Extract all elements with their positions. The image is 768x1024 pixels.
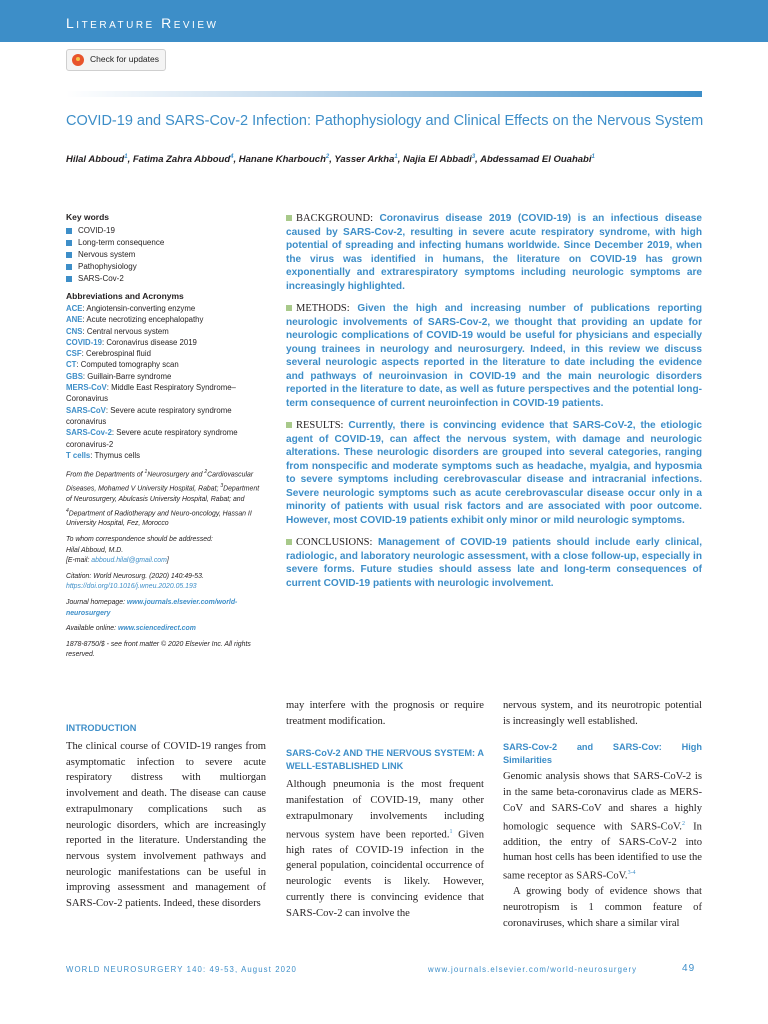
- abstract-conclusions: [286, 536, 702, 590]
- square-bullet-icon: [286, 539, 292, 545]
- sidebar-metadata: [66, 212, 266, 661]
- abbreviation-item: MERS-CoV: Middle East Respiratory Syndrome–Coronavirus: [66, 383, 236, 404]
- square-bullet-icon: [66, 228, 72, 234]
- abbreviation-key: T cells: [66, 450, 91, 460]
- abstract-text: Currently, there is convincing evidence that SARS-CoV-2, the etiologic agent of COVID-19, can affect the nervous system, with damage and neurologic alterations. These neurologic disorders are grouped into several categories, ranging from nonspecific and moderate symptoms such as headache, myalgia, and hyposmia to severe symptoms including cerebrovascular disease and intracranial infections. Severe neurologic symptoms such as acute cerebrovascular disease occur only in a minority of patients with usual risk factors and are associated with poor outcome. However, most COVID-19 patients exhibit only minor or mild neurologic symptoms.: [286, 420, 702, 526]
- abbreviation-value: Angiotensin-converting enzyme: [86, 304, 196, 313]
- abbreviation-item: SARS-CoV: Severe acute respiratory syndrome coronavirus: [66, 405, 232, 426]
- author-name: Fatima Zahra Abboud: [132, 154, 231, 166]
- affiliation-mark: 4: [66, 507, 69, 514]
- introduction-text: The clinical course of COVID-19 ranges from asymptomatic infection to severe acute respiratory distress with multiorgan involvement and death. The disease can cause extrapulmonary complications such as neurologic disorders, which are increasingly reported in the literature. Understanding the nervous system involvement pathways and neurologic manifestations can be useful in improving assessment and management of SARS-Cov-2 patients. Indeed, these disorders: [66, 741, 266, 910]
- abbreviation-key: CNS: [66, 326, 83, 336]
- keyword-item: [66, 261, 266, 273]
- subsection-text-part: Genomic analysis shows that SARS-CoV-2 is in the same beta-coronavirus clade as MERS-CoV and SARS-CoV and shares a highly homologic sequence with SARS-CoV.: [503, 771, 702, 833]
- homepage-note: [66, 598, 266, 619]
- check-for-updates-button[interactable]: [66, 49, 166, 71]
- keywords-heading: Key words: [66, 212, 109, 222]
- continued-text: nervous system, and its neurotropic potential is increasingly well established.: [503, 700, 702, 727]
- abbreviation-value: Central nervous system: [86, 326, 169, 336]
- author-list: Hilal Abboud$^1$, Fatima Zahra Abboud$^4$, Hanane Kharbouch$^2$, Yasser Arkha$^1$, Najia El Abbadi$^3$, Abdessamad El Ouahabi$^1$: [66, 154, 595, 166]
- abbreviation-item: ANE: Acute necrotizing encephalopathy: [66, 315, 204, 325]
- page-number: 49: [682, 963, 696, 974]
- title-rule: [66, 91, 702, 97]
- abbreviation-value: Guillain-Barre syndrome: [87, 371, 172, 381]
- crossmark-icon: [72, 54, 84, 66]
- abbreviation-item: GBS: Guillain-Barre syndrome: [66, 371, 172, 381]
- abbreviation-item: CT: Computed tomography scan: [66, 360, 179, 370]
- author-affiliation: 2: [325, 154, 330, 160]
- section-label: Literature Review: [66, 15, 219, 31]
- subsection-text-part: In addition, the entry of SARS-CoV-2 into human host cells has been identified to use the same receptor as SARS-CoV.: [503, 821, 702, 882]
- email-prefix: [E-mail:: [66, 557, 92, 565]
- section-text-part: Given high rates of COVID-19 infection in the general population, coincidental occurrence of neurologic events is likely. However, currently there is convincing evidence that SARS-Cov-2 can involve the: [286, 829, 484, 919]
- correspondence-name: Hilal Abboud, M.D.: [66, 546, 124, 554]
- abstract-text: Given the high and increasing number of publications reporting neurologic involvements of SARS-Cov-2, we thought that providing an update for neurologic complications of COVID-19 would be useful for physicians and especially young trainees in neurology and neurosurgery. Indeed, in this review we discuss several neurologic aspects reported in the literature to date including the evidence and pathways of neuroinvasion in COVID-19 and the main neurologic disorders reported in the literature to date, as well as future perspectives and the potential long-term consequence of current neuroinfection in COVID-19 patients.: [286, 303, 702, 409]
- email-link[interactable]: abboud.hilal@gmail.com: [91, 557, 167, 565]
- abbreviation-key: COVID-19: [66, 337, 102, 347]
- citation-note: [66, 572, 266, 593]
- author-name: Yasser Arkha: [334, 154, 395, 166]
- affiliation-text: Cardiovascular Diseases, Mohamed V University Hospital, Rabat;: [66, 471, 254, 493]
- affiliation-text: From the Departments of: [66, 471, 145, 479]
- author-name: Najia El Abbadi: [403, 154, 472, 166]
- article-title: COVID-19 and SARS-Cov-2 Infection: Pathophysiology and Clinical Effects on the Nervous System: [66, 113, 704, 129]
- square-bullet-icon: [286, 422, 292, 428]
- journal-url[interactable]: www.journals.elsevier.com/world-neurosurgery: [428, 965, 638, 974]
- abbreviation-key: CT: [66, 360, 77, 370]
- abbreviation-key: CSF: [66, 349, 82, 359]
- correspondence-email-line: [66, 556, 266, 567]
- author-affiliation: 4: [230, 154, 234, 160]
- abstract-methods: [286, 302, 702, 410]
- email-suffix: ]: [166, 557, 169, 565]
- square-bullet-icon: [66, 240, 72, 246]
- square-bullet-icon: [66, 264, 72, 270]
- affiliation-mark: 3: [220, 483, 224, 490]
- copyright-note: 1878-8750/$ - see front matter © 2020 Elsevier Inc. All rights reserved.: [66, 640, 251, 659]
- keyword-item: [66, 237, 266, 249]
- abbreviation-value: Thymus cells: [94, 450, 140, 460]
- abbreviation-item: COVID-19: Coronavirus disease 2019: [66, 337, 197, 347]
- abbreviation-item: ACE: Angiotensin-converting enzyme: [66, 304, 196, 313]
- abbreviation-value: Severe acute respiratory syndrome coronavirus: [66, 405, 232, 426]
- abstract-heading: CONCLUSIONS:: [296, 537, 373, 548]
- abbreviation-key: ANE: [66, 315, 83, 325]
- section-text: [286, 777, 484, 921]
- abbreviation-value: Coronavirus disease 2019: [106, 337, 197, 347]
- reference-mark[interactable]: 1: [449, 828, 453, 835]
- section-banner: [0, 0, 768, 42]
- doi-link[interactable]: https://doi.org/10.1016/j.wneu.2020.05.193: [66, 583, 197, 591]
- author-name: Hanane Kharbouch: [238, 154, 326, 166]
- abbreviation-key: ACE: [66, 304, 83, 313]
- keyword-text: SARS-Cov-2: [78, 274, 124, 283]
- affiliation-note: [66, 467, 266, 530]
- section-text-part: Although pneumonia is the most frequent manifestation of COVID-19, many other extrapulmonary involvements including nervous system have been reported.: [286, 779, 484, 841]
- abstract-results: [286, 419, 702, 527]
- square-bullet-icon: [286, 215, 292, 221]
- citation-text: Citation: World Neurosurg. (2020) 140:49-53.: [66, 572, 204, 580]
- abbreviation-key: SARS-Cov-2: [66, 428, 112, 438]
- correspondence-note: [66, 535, 266, 567]
- section-heading: SARS-CoV-2 AND THE NERVOUS SYSTEM: A WELL-ESTABLISHED LINK: [286, 748, 484, 772]
- affiliation-text: Department of Radiotherapy and Neuro-oncology, Hassan II University Hospital, Fez, Morocco: [66, 509, 252, 528]
- homepage-label: Journal homepage:: [66, 598, 127, 606]
- check-for-updates-label: Check for updates: [90, 54, 159, 64]
- abbreviation-value: Severe acute respiratory syndrome coronavirus-2: [66, 428, 238, 449]
- keyword-text: Long-term consequence: [78, 238, 165, 247]
- abbreviation-value: Cerebrospinal fluid: [85, 349, 151, 359]
- abbreviation-key: SARS-CoV: [66, 405, 106, 415]
- keyword-item: [66, 273, 266, 285]
- subsection-heading: SARS-Cov-2 and SARS-Cov: High Similarities: [503, 742, 702, 766]
- affiliation-mark: 2: [204, 469, 208, 476]
- author-name: Abdessamad El Ouahabi: [480, 154, 592, 166]
- body-column-1: [66, 690, 266, 912]
- author-affiliation: 1: [394, 154, 398, 160]
- abbreviation-item: CSF: Cerebrospinal fluid: [66, 349, 151, 359]
- keyword-text: Pathophysiology: [78, 262, 137, 271]
- author-affiliation: 1: [591, 154, 595, 160]
- reference-mark[interactable]: 3-4: [627, 870, 636, 877]
- keyword-text: COVID-19: [78, 226, 115, 235]
- abbreviations-heading: Abbreviations and Acronyms: [66, 291, 184, 301]
- abstract-heading: RESULTS:: [296, 420, 344, 431]
- structured-abstract: [286, 212, 702, 599]
- available-label: Available online:: [66, 625, 118, 633]
- affiliation-mark: 1: [144, 469, 148, 476]
- abstract-text: Coronavirus disease 2019 (COVID-19) is an infectious disease caused by SARS-Cov-2, resulting in severe acute respiratory syndrome, with high potential of spreading and infecting humans worldwide. Since December 2019, when the virus was identified in humans, the literature on COVID-19 has grown exponentially and extrarespiratory symptoms including neurologic symptoms are increasingly highlighted.: [286, 213, 702, 292]
- abbreviation-key: MERS-CoV: [66, 383, 107, 393]
- keyword-text: Nervous system: [78, 250, 136, 259]
- keyword-item: [66, 225, 266, 237]
- subsection-paragraph: A growing body of evidence shows that neurotropism is 1 common feature of coronaviruses, which share a similar viral: [503, 886, 702, 929]
- abbreviation-value: Middle East Respiratory Syndrome–Coronavirus: [66, 383, 236, 404]
- abstract-text: Management of COVID-19 patients should include early clinical, radiologic, and laboratory neurologic assessment, with a close follow-up, especially in severe forms. Future studies should assess late and long-term consequences of current COVID-19 patients with neurologic involvement.: [286, 537, 702, 589]
- introduction-heading: INTRODUCTION: [66, 723, 137, 733]
- keyword-item: [66, 249, 266, 261]
- affiliation-text: Department of Neurosurgery, Abulcasis University Hospital, Rabat; and: [66, 485, 260, 503]
- author-affiliation: 3: [471, 154, 476, 160]
- abbreviation-item: CNS: Central nervous system: [66, 326, 169, 336]
- available-note: [66, 624, 266, 635]
- abbreviation-value: Acute necrotizing encephalopathy: [86, 315, 204, 325]
- abbreviation-item: SARS-Cov-2: Severe acute respiratory syndrome coronavirus-2: [66, 428, 238, 449]
- author-name: Hilal Abboud: [66, 154, 125, 166]
- body-column-2: [286, 698, 484, 921]
- abstract-heading: BACKGROUND:: [296, 213, 374, 224]
- abbreviation-value: Computed tomography scan: [80, 360, 179, 370]
- square-bullet-icon: [66, 276, 72, 282]
- subsection-text: [503, 769, 702, 884]
- body-column-3: [503, 698, 702, 932]
- abstract-heading: METHODS:: [296, 303, 350, 314]
- correspondence-line: To whom correspondence should be addressed:: [66, 536, 213, 544]
- abstract-background: [286, 212, 702, 293]
- abbreviation-item: T cells: Thymus cells: [66, 450, 140, 460]
- sciencedirect-link[interactable]: www.sciencedirect.com: [117, 625, 196, 633]
- reference-mark[interactable]: 2: [681, 820, 685, 827]
- square-bullet-icon: [66, 252, 72, 258]
- square-bullet-icon: [286, 305, 292, 311]
- journal-issue: WORLD NEUROSURGERY 140: 49-53, August 2020: [66, 965, 297, 974]
- continued-text: may interfere with the prognosis or require treatment modification.: [286, 700, 484, 727]
- author-affiliation: 1: [124, 154, 128, 160]
- affiliation-text: Neurosurgery and: [147, 471, 205, 479]
- homepage-link[interactable]: www.journals.elsevier.com/world-neurosurgery: [66, 598, 238, 617]
- abbreviation-key: GBS: [66, 371, 83, 381]
